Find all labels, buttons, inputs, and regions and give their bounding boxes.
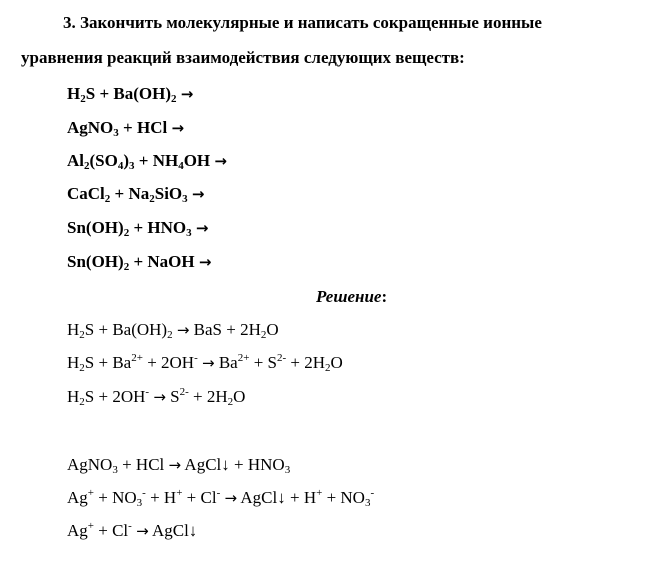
solution-line-2 <box>67 353 343 373</box>
formula-text: AgCl↓ + HNO <box>181 455 285 474</box>
superscript: + <box>87 487 94 499</box>
formula-text: BaS + 2H <box>189 320 261 339</box>
formula-text: S + Ba(OH) <box>84 320 168 339</box>
solution-heading <box>316 287 387 307</box>
formula-text: S + Ba(OH) <box>85 84 171 103</box>
formula-text: H <box>67 387 80 406</box>
subscript: 2 <box>104 193 111 205</box>
superscript: 2- <box>277 352 287 364</box>
formula-text: H <box>67 84 81 103</box>
subscript: 3 <box>364 497 371 509</box>
subscript: 2 <box>79 362 85 374</box>
formula-text: S + Ba <box>84 353 132 372</box>
reaction-arrow-icon: → <box>153 388 166 406</box>
formula-text: Sn(OH) <box>67 218 124 237</box>
formula-text: Ba <box>214 353 238 372</box>
solution-line-6 <box>67 521 197 541</box>
superscript: - <box>145 386 150 398</box>
formula-text: + Na <box>110 184 150 203</box>
formula-text: OH <box>183 151 215 170</box>
superscript: - <box>216 487 221 499</box>
formula-text: + NO <box>322 488 365 507</box>
reaction-4 <box>67 184 204 204</box>
formula-text: + HCl <box>117 455 169 474</box>
subscript: 2 <box>170 93 177 105</box>
superscript: - <box>370 487 375 499</box>
formula-text: Ag <box>67 488 88 507</box>
subscript: 2 <box>260 329 267 341</box>
formula-text: + Cl <box>94 521 129 540</box>
formula-text: Al <box>67 151 84 170</box>
formula-text: + 2H <box>188 387 228 406</box>
formula-text: H <box>67 353 80 372</box>
subscript: 2 <box>227 396 234 408</box>
formula-text: AgNO <box>67 455 113 474</box>
reaction-arrow-icon: → <box>198 253 212 271</box>
formula-text: SiO <box>154 184 183 203</box>
superscript: 2- <box>179 386 189 398</box>
subscript: 3 <box>186 227 192 239</box>
reaction-1 <box>67 84 193 104</box>
formula-text: S <box>165 387 180 406</box>
reaction-arrow-icon: → <box>171 119 185 137</box>
formula-text: Sn(OH) <box>67 252 124 271</box>
subscript: 3 <box>182 193 188 205</box>
superscript: 2+ <box>131 352 143 364</box>
subscript: 3 <box>113 127 119 139</box>
formula-text: + H <box>145 488 177 507</box>
subscript: 2 <box>84 160 90 172</box>
formula-text: + 2H <box>286 353 326 372</box>
subscript: 2 <box>79 396 85 408</box>
reaction-arrow-icon: → <box>136 522 149 540</box>
formula-text: + HNO <box>129 218 187 237</box>
reaction-arrow-icon: → <box>214 152 227 170</box>
reaction-arrow-icon: → <box>202 354 215 372</box>
superscript: + <box>316 487 323 499</box>
formula-text: O <box>266 320 279 339</box>
formula-text: + Cl <box>182 488 217 507</box>
subscript: 2 <box>167 329 173 341</box>
solution-line-1 <box>67 320 279 340</box>
subscript: 3 <box>129 160 135 172</box>
reaction-arrow-icon: → <box>176 321 190 339</box>
reaction-arrow-icon: → <box>191 185 205 203</box>
superscript: + <box>176 487 183 499</box>
formula-text: CaCl <box>67 184 105 203</box>
task-title-line-2: уравнения реакций взаимодействия следующих веществ: <box>21 48 465 67</box>
task-title-line-1: 3. Закончить молекулярные и написать сокращенные ионные <box>63 13 542 32</box>
superscript: - <box>128 520 132 532</box>
reaction-6 <box>67 252 211 272</box>
formula-text: + S <box>249 353 277 372</box>
formula-text: + NO <box>94 488 137 507</box>
subscript: 4 <box>117 160 124 172</box>
formula-text: + NaOH <box>129 252 199 271</box>
solution-line-5 <box>67 488 374 508</box>
superscript: - <box>194 352 198 364</box>
formula-text: + 2OH <box>142 353 195 372</box>
subscript: 2 <box>79 329 85 341</box>
reaction-5 <box>67 218 208 238</box>
subscript: 4 <box>178 160 184 172</box>
subscript: 2 <box>149 193 155 205</box>
subscript: 2 <box>80 93 86 105</box>
reaction-arrow-icon: → <box>224 489 238 507</box>
superscript: 2+ <box>237 352 250 364</box>
formula-text: ) <box>123 151 130 170</box>
formula-text: + HCl <box>118 118 172 137</box>
formula-text: AgNO <box>67 118 114 137</box>
subscript: 2 <box>325 362 331 374</box>
reaction-arrow-icon: → <box>195 219 209 237</box>
formula-text: AgCl↓ + H <box>237 488 317 507</box>
formula-text: S + 2OH <box>84 387 146 406</box>
formula-text: O <box>330 353 343 372</box>
subscript: 3 <box>284 464 291 476</box>
superscript: + <box>87 520 94 532</box>
subscript: 2 <box>123 227 130 239</box>
reaction-arrow-icon: → <box>168 456 182 474</box>
solution-heading-label: Решение <box>316 287 382 306</box>
reaction-3 <box>67 151 227 171</box>
formula-text: H <box>67 320 80 339</box>
formula-text: O <box>233 387 246 406</box>
subscript: 3 <box>112 464 118 476</box>
reaction-arrow-icon: → <box>180 85 194 103</box>
subscript: 2 <box>123 261 130 273</box>
solution-line-3 <box>67 387 245 407</box>
solution-line-4 <box>67 455 290 475</box>
formula-text: Ag <box>67 521 88 540</box>
subscript: 3 <box>136 497 143 509</box>
formula-text: + NH <box>134 151 179 170</box>
solution-heading-colon: : <box>381 287 388 306</box>
reaction-2 <box>67 118 184 138</box>
superscript: - <box>142 487 146 499</box>
formula-text: (SO <box>89 151 118 170</box>
formula-text: AgCl↓ <box>148 521 198 540</box>
